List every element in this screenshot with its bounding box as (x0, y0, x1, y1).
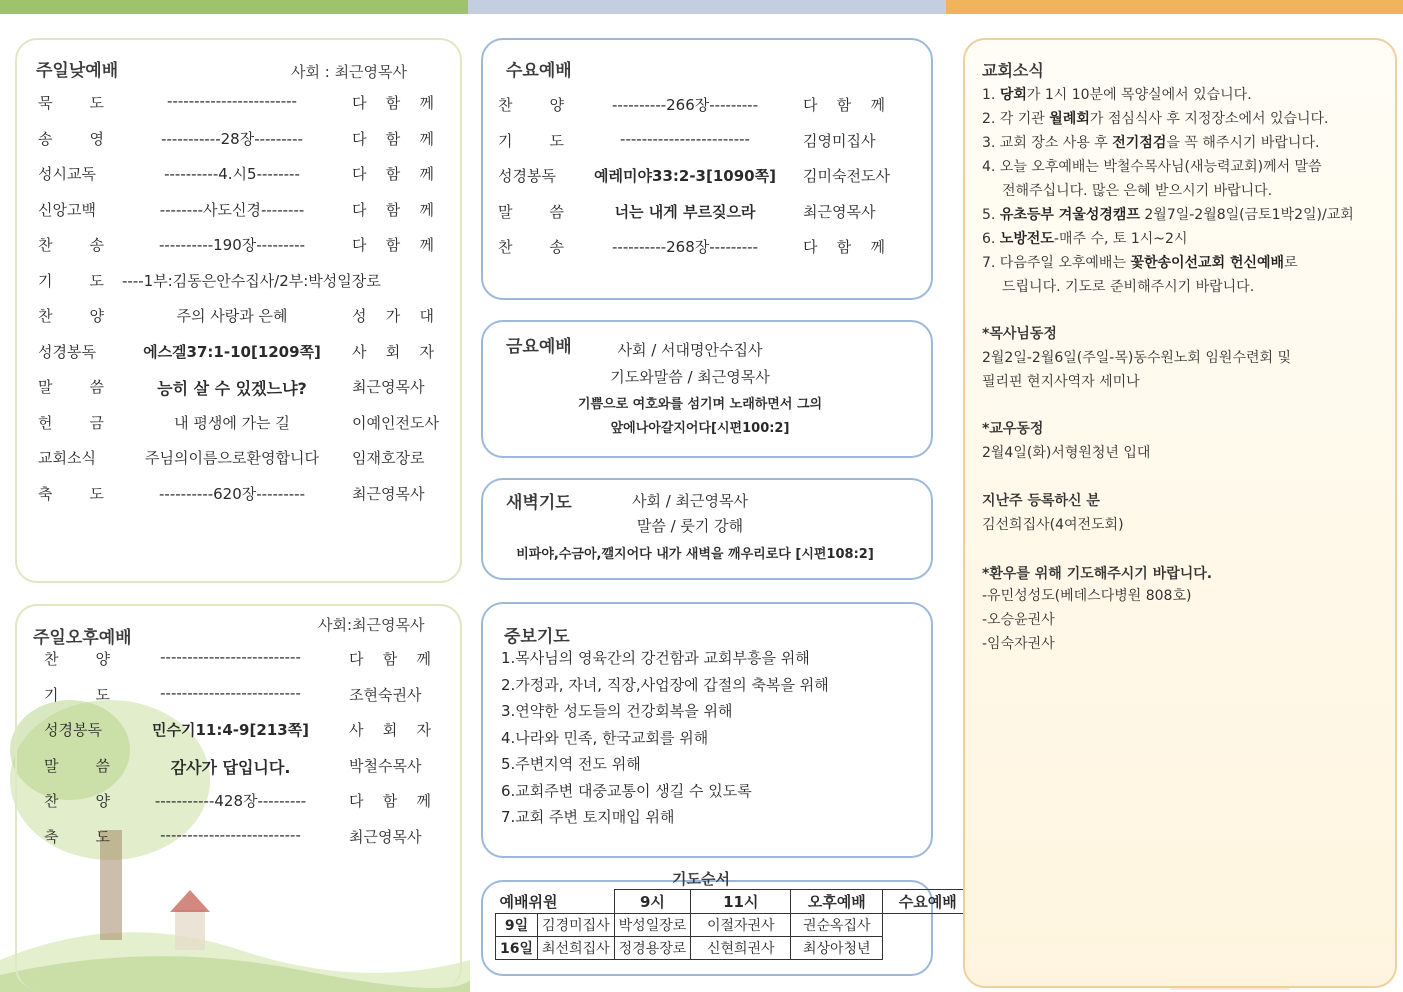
order-item-name: 교회소식 (38, 449, 96, 467)
order-item-person: 최근영목사 (803, 202, 876, 221)
order-row (38, 483, 448, 509)
dawn-leader: 사회 / 최근영목사 (631, 492, 749, 510)
order-item-content: ----------620장--------- (159, 484, 305, 503)
order-row (38, 92, 448, 118)
order-item-name: 성경봉독 (38, 342, 96, 361)
order-row (38, 128, 448, 154)
news-item-4b: 전해주십니다. 많은 은혜 받으시기 바랍니다. (1002, 183, 1273, 199)
news-item-7a-pre: 7. 다음주일 오후예배는 (982, 255, 1131, 271)
order-item-name: 기 도 (38, 271, 104, 290)
order-item-content: ----------4.시5-------- (164, 165, 300, 183)
news-item-7a-bold: 꽃한송이선교회 헌신예배 (1130, 255, 1285, 271)
church-news-title: 교회소식 (982, 61, 1044, 80)
prayer-order-cell: 최상아청년 (791, 937, 883, 960)
news-item-1-bold: 당회 (999, 87, 1027, 103)
order-item-name: 말 씀 (38, 378, 104, 396)
friday-title: 금요예배 (506, 337, 572, 357)
intercession-list (501, 647, 921, 847)
order-item-name: 기 도 (498, 131, 564, 150)
top-bar-blue (468, 0, 946, 14)
dawn-sermon: 말씀 / 룻기 강해 (636, 517, 744, 535)
order-row (498, 130, 918, 156)
news-item-3-pre: 3. 교회 장소 사용 후 (982, 135, 1113, 151)
order-item-name: 신앙고백 (38, 200, 96, 219)
order-item-name: 송 영 (38, 129, 104, 148)
news-item-2-bold: 월례회 (1049, 111, 1090, 127)
prayer-order-title: 기도순서 (672, 870, 730, 888)
sick-prayer-heading: *환우를 위해 기도해주시기 바랍니다. (982, 566, 1213, 582)
order-item-person: 임재호장로 (352, 449, 425, 467)
order-item-content: -----------428장--------- (154, 792, 307, 810)
intercession-item: 4.나라와 민족, 한국교회를 위해 (501, 728, 709, 747)
order-item-content: ----------190장--------- (159, 236, 305, 254)
order-row (498, 165, 918, 191)
sick-prayer-3: -임숙자권사 (982, 636, 1055, 652)
order-item-person: 다 함 께 (352, 200, 434, 219)
order-row (38, 270, 448, 296)
order-item-content: 예레미야33:2-3[1090쪽] (594, 167, 776, 185)
order-item-name: 성경봉독 (44, 721, 102, 739)
news-item-1-post: 가 1시 10분에 목양실에서 있습니다. (1026, 87, 1252, 103)
prayer-order-header-row (496, 890, 973, 914)
news-item-1 (982, 84, 1252, 104)
pastor-news-heading: *목사님동정 (982, 326, 1057, 342)
news-item-5-bold: 유초등부 겨울성경캠프 (999, 207, 1140, 223)
member-news-1: 2월4일(화)서형원청년 입대 (982, 445, 1151, 461)
friday-preacher: 기도와말씀 / 최근영목사 (610, 368, 770, 386)
news-item-3 (982, 132, 1319, 152)
order-item-content: ------------------------ (167, 92, 297, 110)
sick-prayer-1: -유민성성도(베데스다병원 808호) (982, 588, 1192, 604)
order-item-name: 찬 양 (44, 650, 110, 668)
sunday-afternoon-order (44, 648, 449, 868)
header-committee: 예배위원 (496, 890, 615, 914)
order-item-name: 헌 금 (38, 413, 104, 432)
order-item-content: -------------------------- (160, 683, 301, 702)
wednesday-order (498, 94, 918, 274)
order-item-person: 박철수목사 (349, 756, 422, 775)
intercession-title: 중보기도 (504, 627, 570, 647)
order-row (44, 826, 449, 852)
order-item-person: 성 가 대 (352, 307, 434, 325)
order-row (38, 305, 448, 331)
order-item-person: 다 함 께 (349, 792, 431, 810)
order-row (44, 790, 449, 816)
order-item-person: 다 함 께 (352, 165, 434, 183)
order-item-content: 감사가 답입니다. (170, 757, 291, 777)
news-item-6-pre: 6. (982, 231, 1000, 247)
order-item-person: 다 함 께 (352, 129, 434, 148)
order-item-person: 최근영목사 (352, 484, 425, 503)
order-item-person: 다 함 께 (352, 236, 434, 254)
order-item-content: ----------266장--------- (612, 96, 758, 114)
registration-1: 김선희집사(4여전도회) (982, 517, 1124, 533)
news-item-6-bold: 노방전도 (999, 231, 1054, 247)
friday-verse-1: 기쁨으로 여호와를 섬기며 노래하면서 그의 (577, 397, 823, 412)
sunday-morning-leader: 사회 : 최근영목사 (291, 63, 408, 81)
order-row (44, 684, 449, 710)
prayer-order-cell: 이절자권사 (691, 914, 791, 937)
news-item-2 (982, 108, 1329, 128)
order-item-name: 말 씀 (44, 756, 110, 775)
intercession-item: 7.교회 주변 토지매입 위해 (501, 808, 675, 826)
news-item-2-pre: 2. 각 기관 (982, 111, 1050, 127)
order-item-name: 성시교독 (38, 165, 96, 183)
order-item-person: 최근영목사 (352, 378, 425, 396)
prayer-order-cell: 신현희권사 (691, 937, 791, 960)
order-row (44, 755, 449, 781)
top-bar-green (0, 0, 468, 14)
order-item-person: 사 회 자 (352, 342, 434, 361)
order-item-content: ----------268장--------- (612, 238, 758, 256)
order-row (38, 341, 448, 367)
news-item-4a: 4. 오늘 오후예배는 박철수목사님(새능력교회)께서 말씀 (982, 159, 1322, 175)
order-row (498, 94, 918, 120)
order-item-content: 주의 사랑과 은혜 (176, 307, 288, 325)
order-item-content: 주님의이름으로환영합니다 (145, 449, 319, 467)
order-row (38, 163, 448, 189)
header-9am: 9시 (614, 890, 691, 914)
friday-leader: 사회 / 서대명안수집사 (617, 341, 763, 359)
news-item-2-post: 가 점심식사 후 지정장소에서 있습니다. (1089, 111, 1329, 127)
news-item-6-post: -매주 수, 토 1시~2시 (1053, 231, 1188, 247)
order-item-name: 기 도 (44, 685, 110, 704)
order-item-person: 다 함 께 (803, 238, 885, 256)
order-item-name: 축 도 (38, 484, 104, 503)
member-news-heading: *교우동정 (982, 421, 1044, 437)
prayer-order-cell: 최선희집사 (538, 937, 615, 960)
header-afternoon: 오후예배 (791, 890, 883, 914)
order-row (38, 234, 448, 260)
news-item-7a-post: 로 (1284, 255, 1298, 271)
news-item-3-bold: 전기점검 (1112, 135, 1167, 151)
sunday-afternoon-leader: 사회:최근영목사 (318, 616, 425, 634)
news-item-7a (982, 252, 1298, 272)
order-item-name: 찬 송 (38, 236, 104, 254)
intercession-item: 3.연약한 성도들의 건강회복을 위해 (501, 702, 733, 720)
order-row (38, 376, 448, 402)
order-item-content: 능히 살 수 있겠느냐? (157, 379, 307, 398)
prayer-order-cell: 권순옥집사 (791, 914, 883, 937)
order-item-content: 민수기11:4-9[213쪽] (152, 721, 309, 739)
order-item-content: 에스겔37:1-10[1209쪽] (143, 342, 321, 361)
order-item-name: 찬 양 (38, 307, 104, 325)
dawn-verse: 비파야,수금아,깰지어다 내가 새벽을 깨우리로다 [시편108:2] (516, 547, 874, 562)
order-row (44, 648, 449, 674)
intercession-item: 1.목사님의 영육간의 강건함과 교회부흥을 위해 (501, 649, 810, 667)
prayer-order-cell: 박성일장로 (614, 914, 691, 937)
sick-prayer-2: -오승윤권사 (982, 612, 1055, 628)
order-item-content: ----1부:김동은안수집사/2부:박성일장로 (122, 271, 381, 290)
order-item-name: 말 씀 (498, 202, 564, 221)
order-item-name: 찬 송 (498, 238, 564, 256)
order-row (38, 447, 448, 473)
order-item-name: 묵 도 (38, 94, 104, 112)
prayer-order-cell: 정경용장로 (614, 937, 691, 960)
order-item-content: --------사도신경-------- (159, 200, 305, 219)
order-item-name: 성경봉독 (498, 167, 556, 185)
news-item-5-post: 2월7일-2월8일(금토1박2일)/교회 (1139, 207, 1354, 223)
order-row (38, 199, 448, 225)
order-item-person: 사 회 자 (349, 721, 431, 739)
order-item-content: -----------28장--------- (161, 129, 303, 148)
order-item-person: 이예인전도사 (352, 413, 439, 432)
order-item-person: 다 함 께 (803, 96, 885, 114)
news-item-1-pre: 1. (982, 87, 1000, 103)
prayer-order-row (496, 914, 973, 937)
prayer-order-table (495, 889, 973, 960)
order-item-person: 다 함 께 (352, 94, 434, 112)
news-item-7b: 드립니다. 기도로 준비해주시기 바랍니다. (1002, 279, 1255, 295)
order-item-person: 김영미집사 (803, 131, 876, 150)
prayer-order-row (496, 937, 973, 960)
order-item-person: 다 함 께 (349, 650, 431, 668)
order-item-content: -------------------------- (160, 825, 301, 844)
pastor-news-1: 2월2일-2월6일(주일-목)동수원노회 임원수련회 및 (982, 350, 1291, 366)
header-11am: 11시 (691, 890, 791, 914)
order-item-content: 내 평생에 가는 길 (174, 413, 290, 432)
order-item-name: 찬 양 (498, 96, 564, 114)
order-row (498, 236, 918, 262)
order-item-content: ------------------------ (620, 129, 750, 148)
intercession-item: 2.가정과, 자녀, 직장,사업장에 갑절의 축복을 위해 (501, 675, 829, 694)
order-item-content: 너는 내게 부르짖으라 (614, 202, 756, 221)
news-item-6 (982, 228, 1187, 248)
dawn-title: 새벽기도 (506, 493, 572, 513)
news-item-5-pre: 5. (982, 207, 1000, 223)
prayer-order-date: 16일 (496, 937, 538, 960)
registration-heading: 지난주 등록하신 분 (982, 493, 1100, 509)
pastor-news-2: 필리핀 현지사역자 세미나 (982, 374, 1140, 390)
sunday-morning-title: 주일낮예배 (36, 61, 119, 81)
order-item-person: 김미숙전도사 (803, 167, 890, 185)
intercession-item: 6.교회주변 대중교통이 생길 수 있도록 (501, 781, 752, 800)
header-wednesday: 수요예배 (883, 890, 973, 914)
order-item-content: -------------------------- (160, 648, 301, 666)
sunday-afternoon-title: 주일오후예배 (33, 628, 132, 648)
news-item-5 (982, 204, 1354, 224)
order-item-name: 축 도 (44, 827, 110, 846)
order-row (44, 719, 449, 745)
prayer-order-cell: 김경미집사 (538, 914, 615, 937)
intercession-item: 5.주변지역 전도 위해 (501, 755, 641, 773)
order-row (38, 412, 448, 438)
prayer-order-date: 9일 (496, 914, 538, 937)
order-row (498, 201, 918, 227)
order-item-name: 찬 양 (44, 792, 110, 810)
top-bar-orange (946, 0, 1403, 14)
wednesday-title: 수요예배 (506, 61, 572, 81)
order-item-person: 조현숙권사 (349, 685, 422, 704)
friday-verse-2: 앞에나아갈지어다[시편100:2] (610, 421, 790, 436)
news-item-3-post: 을 꼭 해주시기 바랍니다. (1166, 135, 1320, 151)
sunday-morning-order (38, 92, 448, 512)
order-item-person: 최근영목사 (349, 827, 422, 846)
